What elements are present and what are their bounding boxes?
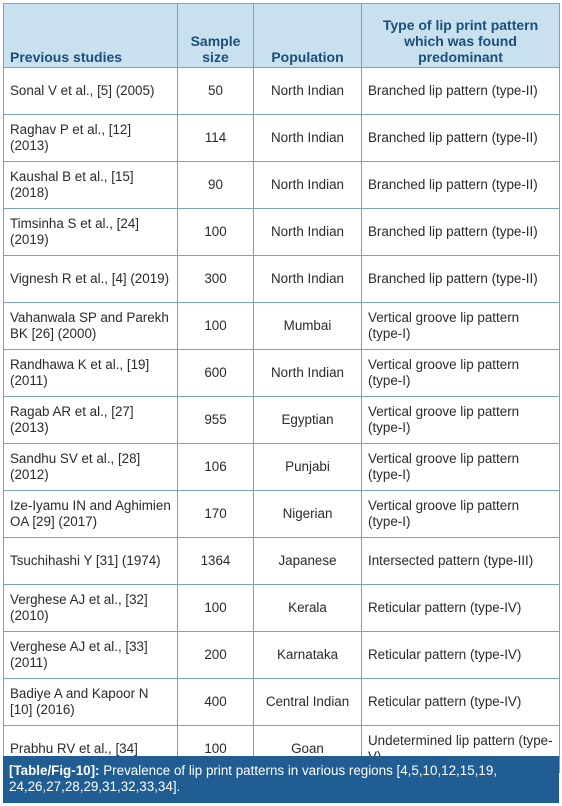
table-row xyxy=(4,350,560,397)
cell-pattern: Branched lip pattern (type-II) xyxy=(362,68,560,115)
cell-population: North Indian xyxy=(254,350,362,397)
table-row xyxy=(4,162,560,209)
cell-pattern: Branched lip pattern (type-II) xyxy=(362,209,560,256)
cell-population: North Indian xyxy=(254,256,362,303)
cell-population: Egyptian xyxy=(254,397,362,444)
cell-study: Verghese AJ et al., [33] (2011) xyxy=(4,632,178,679)
table-row xyxy=(4,585,560,632)
header-sample-size: Sample size xyxy=(178,4,254,68)
cell-pattern: Branched lip pattern (type-II) xyxy=(362,256,560,303)
cell-sample-size: 955 xyxy=(178,397,254,444)
cell-pattern: Vertical groove lip pattern (type-I) xyxy=(362,350,560,397)
cell-study: Sonal V et al., [5] (2005) xyxy=(4,68,178,115)
cell-population: Central Indian xyxy=(254,679,362,726)
cell-pattern: Vertical groove lip pattern (type-I) xyxy=(362,491,560,538)
table-caption xyxy=(3,756,559,803)
cell-pattern: Reticular pattern (type-IV) xyxy=(362,679,560,726)
cell-study: Sandhu SV et al., [28] (2012) xyxy=(4,444,178,491)
cell-study: Timsinha S et al., [24] (2019) xyxy=(4,209,178,256)
table-row xyxy=(4,115,560,162)
cell-pattern: Branched lip pattern (type-II) xyxy=(362,162,560,209)
cell-study: Verghese AJ et al., [32] (2010) xyxy=(4,585,178,632)
cell-population: North Indian xyxy=(254,162,362,209)
cell-pattern: Reticular pattern (type-IV) xyxy=(362,585,560,632)
cell-sample-size: 100 xyxy=(178,303,254,350)
cell-sample-size: 100 xyxy=(178,726,254,773)
cell-pattern: Vertical groove lip pattern (type-I) xyxy=(362,397,560,444)
table-row xyxy=(4,679,560,726)
cell-study: Ragab AR et al., [27] (2013) xyxy=(4,397,178,444)
cell-population: North Indian xyxy=(254,115,362,162)
cell-study: Randhawa K et al., [19] (2011) xyxy=(4,350,178,397)
cell-pattern: Vertical groove lip pattern (type-I) xyxy=(362,303,560,350)
table-row xyxy=(4,632,560,679)
cell-sample-size: 100 xyxy=(178,585,254,632)
document-page xyxy=(0,3,562,806)
table-body xyxy=(4,68,560,773)
cell-sample-size: 400 xyxy=(178,679,254,726)
caption-label: [Table/Fig-10]: xyxy=(9,763,100,778)
cell-study: Vignesh R et al., [4] (2019) xyxy=(4,256,178,303)
cell-population: Karnataka xyxy=(254,632,362,679)
cell-sample-size: 90 xyxy=(178,162,254,209)
cell-study: Raghav P et al., [12] (2013) xyxy=(4,115,178,162)
cell-population: Nigerian xyxy=(254,491,362,538)
cell-pattern: Vertical groove lip pattern (type-I) xyxy=(362,444,560,491)
table-row xyxy=(4,491,560,538)
cell-study: Ize-Iyamu IN and Aghimien OA [29] (2017) xyxy=(4,491,178,538)
table-row xyxy=(4,538,560,585)
header-row xyxy=(4,4,560,68)
table-row xyxy=(4,397,560,444)
table-row xyxy=(4,209,560,256)
cell-population: North Indian xyxy=(254,209,362,256)
table-row xyxy=(4,68,560,115)
table-header xyxy=(4,4,560,68)
cell-pattern: Intersected pattern (type-III) xyxy=(362,538,560,585)
cell-pattern: Branched lip pattern (type-II) xyxy=(362,115,560,162)
table-row xyxy=(4,444,560,491)
cell-study: Kaushal B et al., [15] (2018) xyxy=(4,162,178,209)
cell-sample-size: 114 xyxy=(178,115,254,162)
header-previous-studies: Previous studies xyxy=(4,4,178,68)
cell-pattern: Reticular pattern (type-IV) xyxy=(362,632,560,679)
cell-sample-size: 100 xyxy=(178,209,254,256)
cell-study: Tsuchihashi Y [31] (1974) xyxy=(4,538,178,585)
cell-population: Kerala xyxy=(254,585,362,632)
cell-sample-size: 1364 xyxy=(178,538,254,585)
cell-pattern: Undetermined lip pattern (type- xyxy=(362,726,560,773)
cell-sample-size: 200 xyxy=(178,632,254,679)
cell-population: North Indian xyxy=(254,68,362,115)
cell-population: Punjabi xyxy=(254,444,362,491)
cell-sample-size: 600 xyxy=(178,350,254,397)
cell-sample-size: 106 xyxy=(178,444,254,491)
header-population: Population xyxy=(254,4,362,68)
lip-print-table xyxy=(3,3,560,773)
cell-population: Japanese xyxy=(254,538,362,585)
cell-study: Vahanwala SP and Parekh BK [26] (2000) xyxy=(4,303,178,350)
cell-sample-size: 50 xyxy=(178,68,254,115)
header-pattern-type: Type of lip print pattern which was found predominant xyxy=(362,4,560,68)
table-row xyxy=(4,256,560,303)
cell-study: Badiye A and Kapoor N [10] (2016) xyxy=(4,679,178,726)
cell-sample-size: 170 xyxy=(178,491,254,538)
cell-population: Goan xyxy=(254,726,362,773)
cell-sample-size: 300 xyxy=(178,256,254,303)
cell-population: Mumbai xyxy=(254,303,362,350)
cell-study: Prabhu RV et al., [34] xyxy=(4,726,178,773)
caption-text: Prevalence of lip print patterns in various regions [4,5,10,12,15,19, 24,26,27,28,29,31,32,33,34]. xyxy=(9,763,498,794)
table-row xyxy=(4,303,560,350)
